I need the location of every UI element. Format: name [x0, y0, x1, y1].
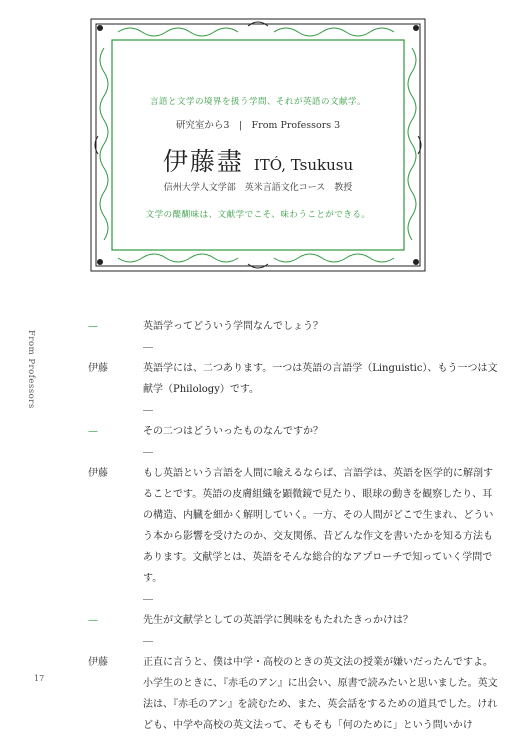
affiliation: 信州大学人文学部 英米言語文化コース 教授 — [163, 183, 353, 193]
interview-entry — [88, 610, 498, 631]
interview-entry — [88, 463, 498, 589]
interview-body — [88, 316, 498, 736]
entry-text: もし英語という言語を人間に喩えるならば、言語学は、英語を医学的に解剖することです。英語の皮膚組織を顕微鏡で見たり、眼球の動きを観察したり、耳の構造、内臓を細かく解明していく。一方、その人間がどこで生まれ、どういう本から影響を受けたのか、交友関係、昔どんな作文を書いたかを知る方法もあります。文献学とは、英語をそんな総合的なアプローチで知っていく学問です。 — [143, 468, 494, 584]
entry-text: 先生が文献学としての英語学に興味をもたれたきっかけは？ — [143, 615, 413, 626]
separator — [143, 337, 498, 358]
speaker: — — [88, 426, 98, 437]
name-japanese: 伊藤盡 — [162, 147, 244, 176]
interview-entry — [88, 358, 498, 400]
name-english: ITÓ, Tsukusu — [253, 156, 354, 174]
speaker: — — [88, 615, 98, 626]
entry-text: 英語学には、二つあります。一つは英語の言語学（Linguistic）、もう一つは文献学（Philology）です。 — [143, 363, 498, 395]
speaker: — — [88, 321, 98, 332]
interview-entry — [88, 421, 498, 442]
tagline: 言語と文学の境界を扱う学問、それが英語の文献学。 — [149, 97, 366, 107]
entry-text: その二つはどういったものなんですか？ — [143, 426, 323, 437]
page-number: 17 — [34, 674, 45, 683]
separator — [143, 631, 498, 652]
running-head: From Professors — [26, 330, 36, 409]
separator — [143, 442, 498, 463]
interview-entry — [88, 316, 498, 337]
professor-name — [88, 142, 428, 178]
speaker: 伊藤 — [88, 657, 108, 668]
entry-text: 英語学ってどういう学問なんでしょう？ — [143, 321, 323, 332]
speaker: 伊藤 — [88, 468, 108, 479]
speaker: 伊藤 — [88, 363, 108, 374]
separator — [143, 400, 498, 421]
quote: 文学の醍醐味は、文献学でこそ、味わうことができる。 — [145, 210, 371, 220]
separator — [143, 589, 498, 610]
series-label: 研究室から3 | From Professors 3 — [175, 120, 341, 131]
interview-entry — [88, 652, 498, 736]
entry-text: 正直に言うと、僕は中学・高校のときの英文法の授業が嫌いだったんですよ。小学生のときに、『赤毛のアン』に出会い、原書で読みたいと思いました。英文法は、『赤毛のアン』を読むため、また、英会話をするための道具でした。けれども、中学や高校の英文法って、そもそも「何のために」という問いかけ — [143, 657, 498, 731]
